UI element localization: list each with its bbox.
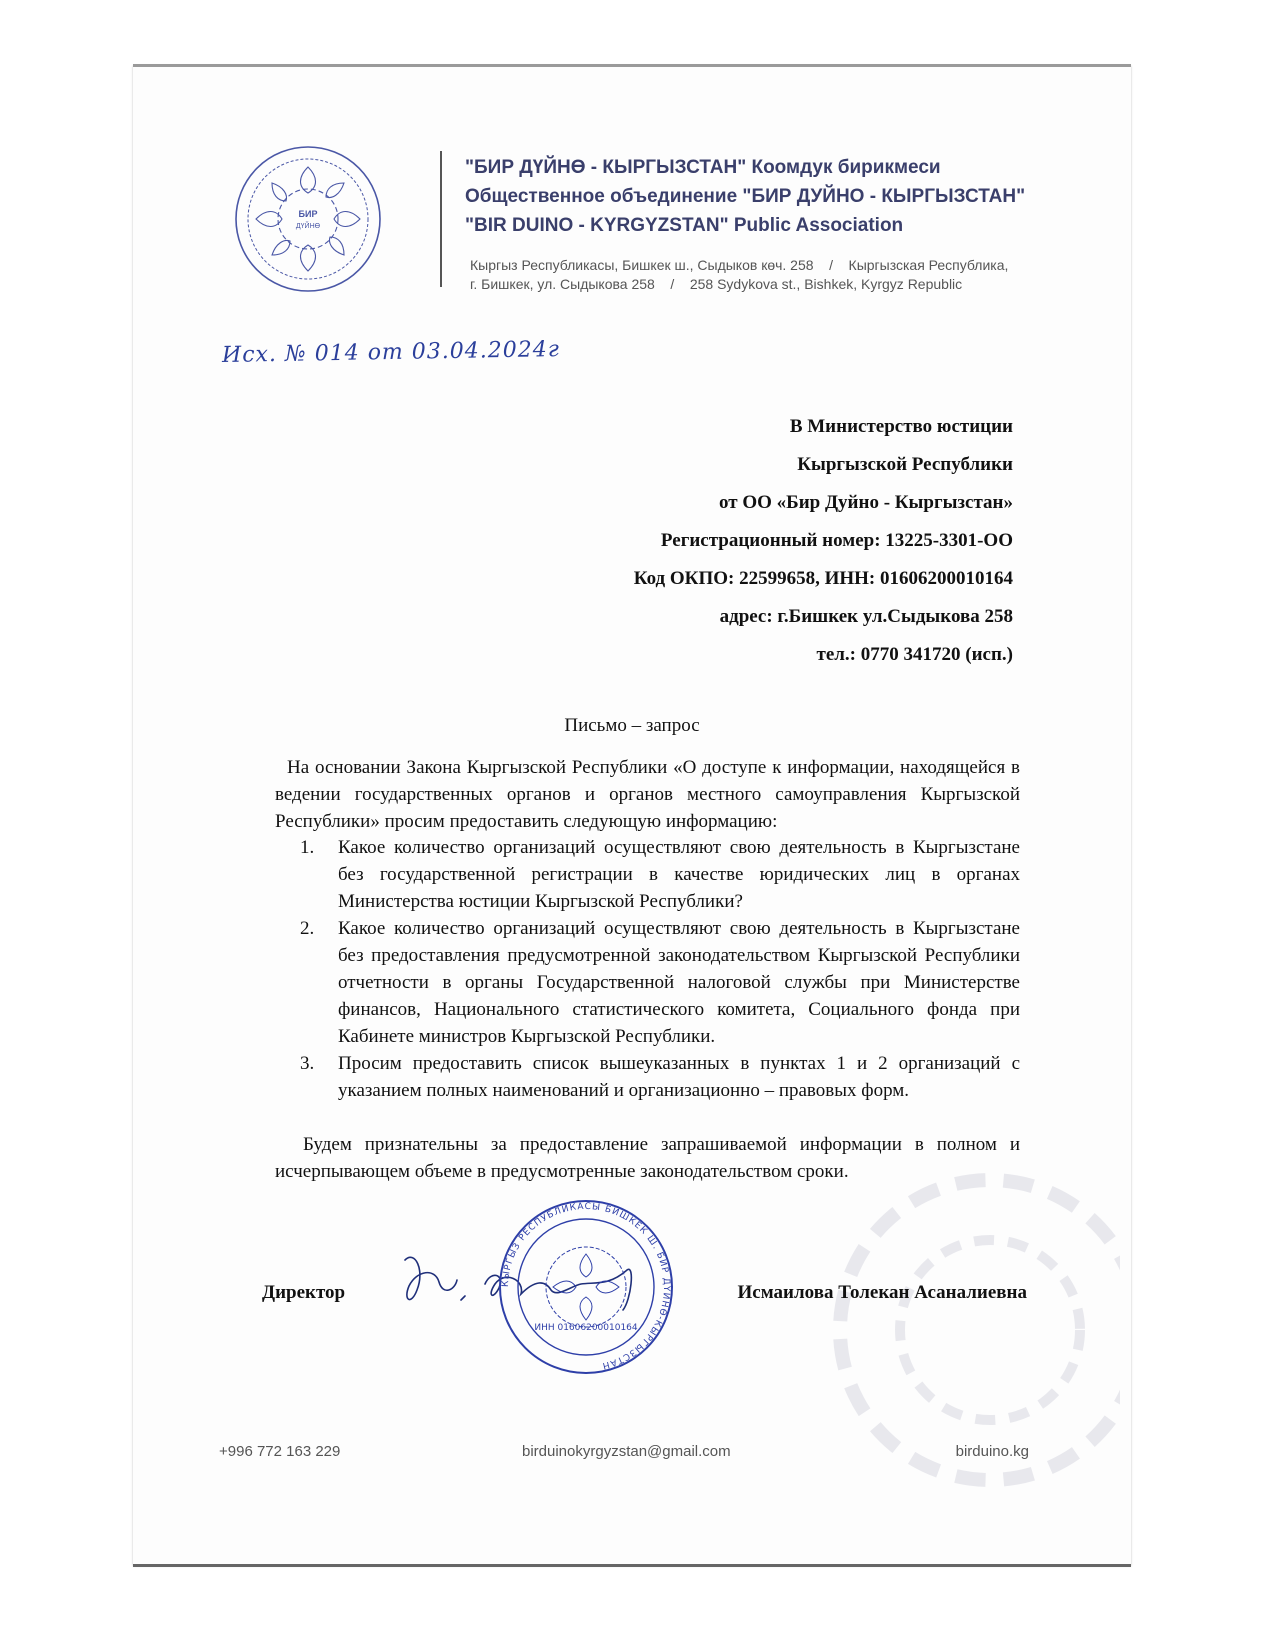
request-item	[300, 1050, 1020, 1104]
addressee-line: от ОО «Бир Дуйно - Кыргызстан»	[719, 492, 1013, 513]
request-list	[300, 834, 1020, 1104]
addressee-line: Кыргызской Республики	[797, 454, 1013, 475]
addressee-line: Регистрационный номер: 13225-3301-ОО	[660, 530, 1013, 551]
request-number: 1.	[300, 837, 315, 858]
address-line-2: г. Бишкек, ул. Сыдыкова 258 / 258 Sydykova st., Bishkek, Kyrgyz Republic	[470, 276, 963, 292]
request-text: Какое количество организаций осуществляют свою деятельность в Кыргызстане без государственной регистрации в качестве юридических лиц в органах Министерства юстиции Кыргызской Республики?	[338, 837, 1020, 912]
official-stamp	[496, 1192, 676, 1382]
addressee-line: В Министерство юстиции	[789, 416, 1013, 437]
intro-paragraph: На основании Закона Кыргызской Республики «О доступе к информации, находящейся в ведении государственных органов и органов местного самоуправления Кыргызской Республики» просим предоставить следующую информацию:	[275, 757, 1020, 832]
request-item	[300, 915, 1020, 1050]
addressee-block	[634, 408, 1013, 674]
addressee-line: адрес: г.Бишкек ул.Сыдыкова 258	[719, 606, 1013, 627]
request-text: Просим предоставить список вышеуказанных в пунктах 1 и 2 организаций с указанием полных наименований и организационно – правовых форм.	[338, 1053, 1020, 1101]
stamp-inn-text: ИНН 01606200010164	[534, 1323, 638, 1333]
request-text: Какое количество организаций осуществляют свою деятельность в Кыргызстане без предоставления предусмотренной законодательством Кыргызской Республики отчетности в органы Государственной налоговой службы при Министерстве финансов, Национального статистического комитета, Социального фонда при Кабинете министров Кыргызской Республики.	[338, 918, 1020, 1047]
closing-paragraph: Будем признательны за предоставление запрашиваемой информации в полном и исчерпывающем объеме в предусмотренные законодательством сроки.	[275, 1134, 1020, 1182]
org-name-english: "BIR DUINO - KYRGYZSTAN" Public Association	[465, 215, 904, 236]
svg-text:ДҮЙНӨ: ДҮЙНӨ	[295, 223, 321, 230]
stamp-ring-text: КЫРГЫЗ РЕСПУБЛИКАСЫ БИШКЕК Ш. БИР ДҮЙНӨ-КЫРГЫЗСТАН	[500, 1201, 672, 1371]
top-edge-line	[133, 64, 1131, 67]
addressee-line: Код ОКПО: 22599658, ИНН: 01606200010164	[633, 568, 1013, 589]
address-line-1: Кыргыз Республикасы, Бишкек ш., Сыдыков көч. 258 / Кыргызская Республика,	[470, 257, 1009, 273]
org-address-block	[470, 256, 1008, 294]
request-number: 2.	[300, 918, 315, 939]
bottom-edge-line	[133, 1564, 1131, 1567]
header-divider	[440, 151, 442, 287]
org-names-block	[465, 153, 1025, 240]
footer-phone: +996 772 163 229	[219, 1443, 341, 1460]
request-number: 3.	[300, 1053, 315, 1074]
footer-website: birduino.kg	[955, 1443, 1029, 1460]
signatory-name: Исмаилова Толекан Асаналиевна	[737, 1282, 1027, 1303]
org-name-kyrgyz: "БИР ДҮЙНӨ - КЫРГЫЗСТАН" Коомдук бирикмеси	[465, 157, 941, 178]
watermark-logo	[820, 1130, 1120, 1550]
organization-logo-seal	[232, 143, 384, 295]
addressee-line: тел.: 0770 341720 (исп.)	[816, 644, 1013, 665]
signatory-role: Директор	[262, 1282, 346, 1303]
document-title: Письмо – запрос	[564, 715, 700, 736]
svg-text:БИР: БИР	[298, 209, 318, 219]
org-name-russian: Общественное объединение "БИР ДУЙНО - КЫРГЫЗСТАН"	[465, 186, 1026, 207]
footer-email: birduinokyrgyzstan@gmail.com	[522, 1443, 731, 1460]
request-item	[300, 834, 1020, 915]
outgoing-reference-handwritten: Исх. № 014 от 03.04.2024г	[221, 337, 561, 368]
